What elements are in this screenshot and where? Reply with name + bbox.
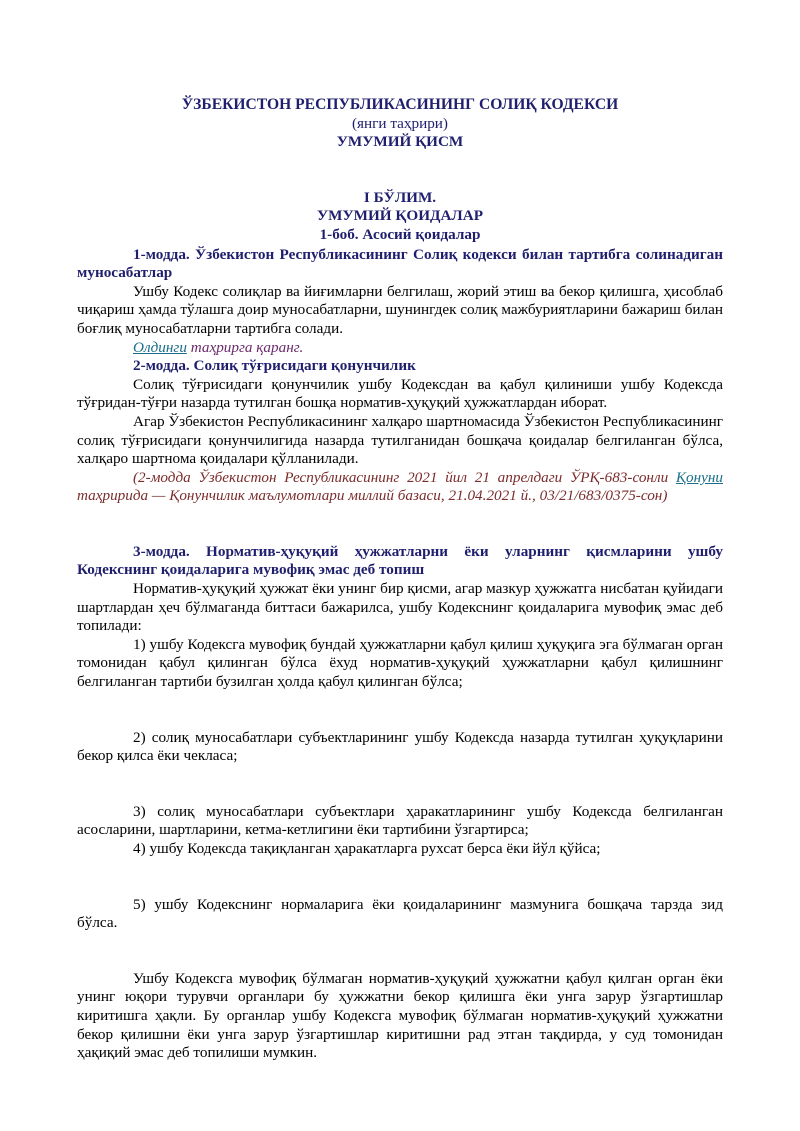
previous-edition-text: таҳрирга қаранг.: [186, 338, 304, 356]
section-number: I БЎЛИМ.: [363, 188, 437, 206]
previous-edition-note: [77, 339, 723, 358]
law-link[interactable]: Қонуни: [675, 468, 723, 486]
article-3-heading: 3-модда. Норматив-ҳуқуқий ҳужжатларни ёки уларнинг қисмларини ушбу Кодекснинг қоидаларига мувофиқ эмас деб топиш: [77, 542, 723, 579]
article-1-text: Ушбу Кодекс солиқлар ва йиғимларни белгилаш, жорий этиш ва бекор қилишга, ҳисоблаб чиқариш ҳамда тўлашга доир муносабатларни, шунингдек солиқ мажбуриятларини бажариш билан боғлиқ муносабатларни тартибга солади.: [77, 282, 723, 337]
amendment-note-text-end: таҳририда — Қонунчилик маълумотлари миллий базаси, 21.04.2021 й., 03/21/683/0375-сон): [77, 487, 668, 505]
article-2-paragraph-1: Солиқ тўғрисидаги қонунчилик ушбу Кодексдан ва қабул қилиниши ушбу Кодексда тўғридан-тўғри назарда тутилган бошқа норматив-ҳуқуқий ҳужжатлардан иборат.: [77, 375, 723, 412]
article-3-item-1: 1) ушбу Кодексга мувофиқ бундай ҳужжатларни қабул қилиш ҳуқуқига эга бўлмаган орган томонидан қабул қилинган бўлса ёхуд норматив-ҳуқуқий ҳужжатларни қабул қилишнинг белгиланган тартиби бузилган ҳолда қабул қилинган бўлса;: [77, 635, 723, 691]
amendment-note-text-start: (2-модда Ўзбекистон Республикасининг 2021 йил 21 апрелдаги ЎРҚ-683-сонли: [133, 468, 676, 486]
article-3-item-2: 2) солиқ муносабатлари субъектларининг ушбу Кодексда назарда тутилган ҳуқуқларини бекор қилса ёки чекласа;: [77, 728, 723, 765]
section-title: УМУМИЙ ҚОИДАЛАР: [316, 207, 483, 225]
article-3-final-paragraph: Ушбу Кодексга мувофиқ бўлмаган норматив-ҳуқуқий ҳужжатни қабул қилган орган ёки унинг юқори турувчи органлари бу ҳужжатни бекор қилишга ёки унга зарур ўзгартишлар киритишга ҳақли. Бу органлар ушбу Кодексга мувофиқ бўлмаган норматив-ҳуқуқий ҳужжатни бекор қилишни ёки унга зарур ўзгартишлар киритишни рад этган тақдирда, у суд томонидан ҳақиқий эмас деб топилиши мумкин.: [77, 969, 723, 1062]
article-2-paragraph-2: Агар Ўзбекистон Республикасининг халқаро шартномасида Ўзбекистон Республикасининг солиқ тўғрисидаги қонунчилигида назарда тутилганидан бошқача қоидалар белгиланган бўлса, халқаро шартнома қоидалари қўлланилади.: [77, 412, 723, 468]
article-3-item-5: 5) ушбу Кодекснинг нормаларига ёки қоидаларининг мазмунига бошқача тарзда зид бўлса.: [77, 895, 723, 932]
article-3-intro: Норматив-ҳуқуқий ҳужжат ёки унинг бир қисми, агар мазкур ҳужжатга нисбатан қуйидаги шартлардан ҳеч бўлмаганда биттаси бажарилса, ушбу Кодекснинг қоидаларига мувофиқ эмас деб топилади:: [77, 580, 724, 635]
article-3-item-3: 3) солиқ муносабатлари субъектлари ҳаракатларининг ушбу Кодексда белгиланган асосларини, шартларини, кетма-кетлигини ёки тартибини ўзгартирса;: [77, 802, 723, 839]
chapter-title: 1-боб. Асосий қоидалар: [319, 225, 481, 243]
part-title: УМУМИЙ ҚИСМ: [336, 133, 464, 151]
article-2-heading: 2-модда. Солиқ тўғрисидаги қонунчилик: [133, 357, 416, 375]
document-subtitle: (янги таҳрири): [352, 114, 448, 132]
article-1-heading: 1-модда. Ўзбекистон Республикасининг Солиқ кодекси билан тартибга солинадиган муносабатлар: [77, 245, 723, 282]
document-title: ЎЗБЕКИСТОН РЕСПУБЛИКАСИНИНГ СОЛИҚ КОДЕКСИ: [181, 96, 619, 113]
previous-edition-link[interactable]: Олдинги: [133, 338, 187, 356]
document-body: [77, 96, 723, 1063]
article-2-amendment-note: [77, 469, 723, 506]
article-3-item-4: 4) ушбу Кодексда тақиқланган ҳаракатларга рухсат берса ёки йўл қўйса;: [133, 840, 601, 857]
